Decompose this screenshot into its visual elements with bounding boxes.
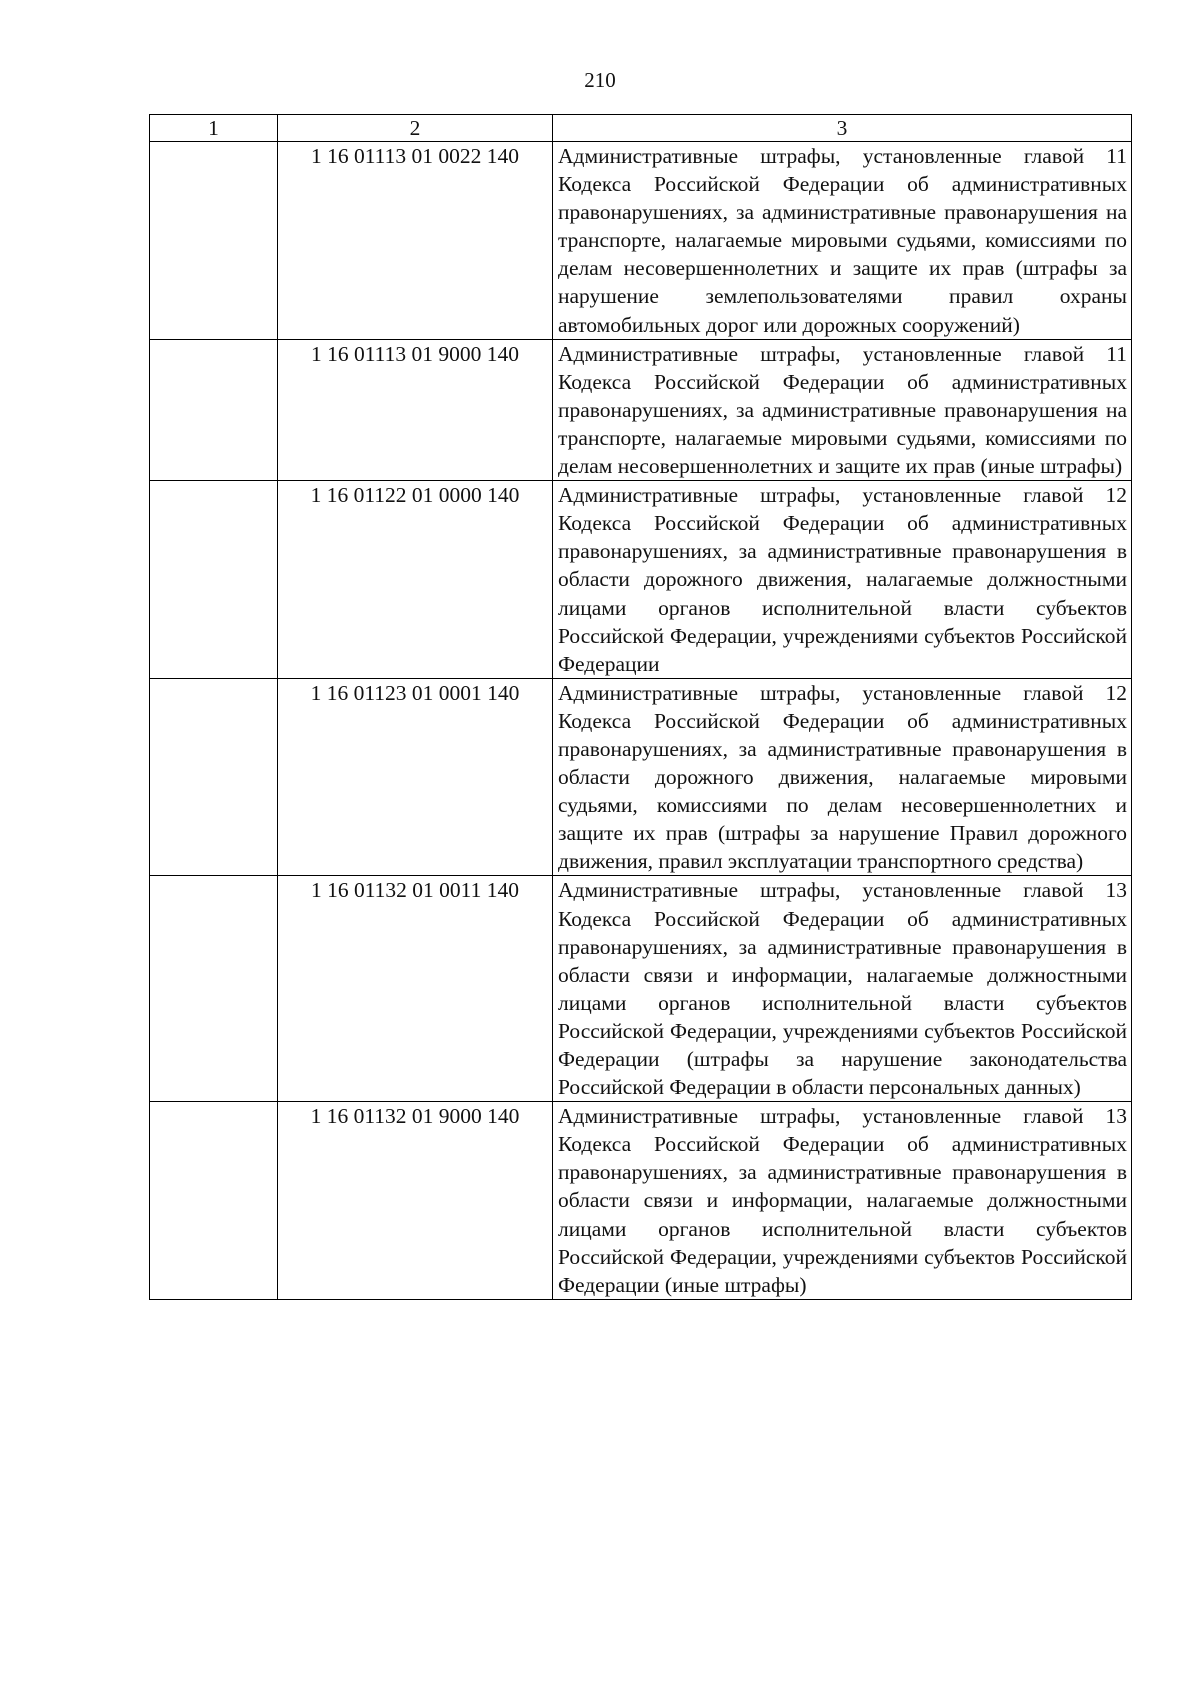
table-cell-col1	[150, 142, 278, 340]
description-cell: Административные штрафы, установленные главой 13 Кодекса Российской Федерации об административных правонарушениях, за административные правонарушения в области связи и информации, налагаемые должностными лицами органов исполнительной власти субъектов Российской Федерации, учреждениями субъектов Российской Федерации (иные штрафы)	[553, 1102, 1132, 1300]
description-cell: Административные штрафы, установленные главой 11 Кодекса Российской Федерации об административных правонарушениях, за административные правонарушения на транспорте, налагаемые мировыми судьями, комиссиями по делам несовершеннолетних и защите их прав (иные штрафы)	[553, 339, 1132, 480]
budget-code-cell: 1 16 01132 01 9000 140	[278, 1102, 553, 1300]
budget-code-cell: 1 16 01132 01 0011 140	[278, 876, 553, 1102]
table-row	[150, 142, 1132, 340]
table-cell-col1	[150, 1102, 278, 1300]
description-cell: Административные штрафы, установленные главой 11 Кодекса Российской Федерации об административных правонарушениях, за административные правонарушения на транспорте, налагаемые мировыми судьями, комиссиями по делам несовершеннолетних и защите их прав (штрафы за нарушение землепользователями правил охраны автомобильных дорог или дорожных сооружений)	[553, 142, 1132, 340]
table-cell-col1	[150, 876, 278, 1102]
table-row	[150, 876, 1132, 1102]
table-row	[150, 678, 1132, 876]
column-number-2: 2	[278, 115, 553, 142]
description-cell: Административные штрафы, установленные главой 13 Кодекса Российской Федерации об административных правонарушениях, за административные правонарушения в области связи и информации, налагаемые должностными лицами органов исполнительной власти субъектов Российской Федерации, учреждениями субъектов Российской Федерации (штрафы за нарушение законодательства Российской Федерации в области персональных данных)	[553, 876, 1132, 1102]
table-row	[150, 339, 1132, 480]
column-number-row	[150, 115, 1132, 142]
table-cell-col1	[150, 481, 278, 679]
budget-code-cell: 1 16 01123 01 0001 140	[278, 678, 553, 876]
table-cell-col1	[150, 678, 278, 876]
budget-code-cell: 1 16 01113 01 9000 140	[278, 339, 553, 480]
budget-classification-table	[149, 114, 1132, 1300]
column-number-1: 1	[150, 115, 278, 142]
page-number: 210	[584, 68, 616, 92]
description-cell: Административные штрафы, установленные главой 12 Кодекса Российской Федерации об административных правонарушениях, за административные правонарушения в области дорожного движения, налагаемые должностными лицами органов исполнительной власти субъектов Российской Федерации, учреждениями субъектов Российской Федерации	[553, 481, 1132, 679]
budget-code-cell: 1 16 01122 01 0000 140	[278, 481, 553, 679]
column-number-3: 3	[553, 115, 1132, 142]
table-row	[150, 1102, 1132, 1300]
table-cell-col1	[150, 339, 278, 480]
table-row	[150, 481, 1132, 679]
budget-code-cell: 1 16 01113 01 0022 140	[278, 142, 553, 340]
description-cell: Административные штрафы, установленные главой 12 Кодекса Российской Федерации об административных правонарушениях, за административные правонарушения в области дорожного движения, налагаемые мировыми судьями, комиссиями по делам несовершеннолетних и защите их прав (штрафы за нарушение Правил дорожного движения, правил эксплуатации транспортного средства)	[553, 678, 1132, 876]
